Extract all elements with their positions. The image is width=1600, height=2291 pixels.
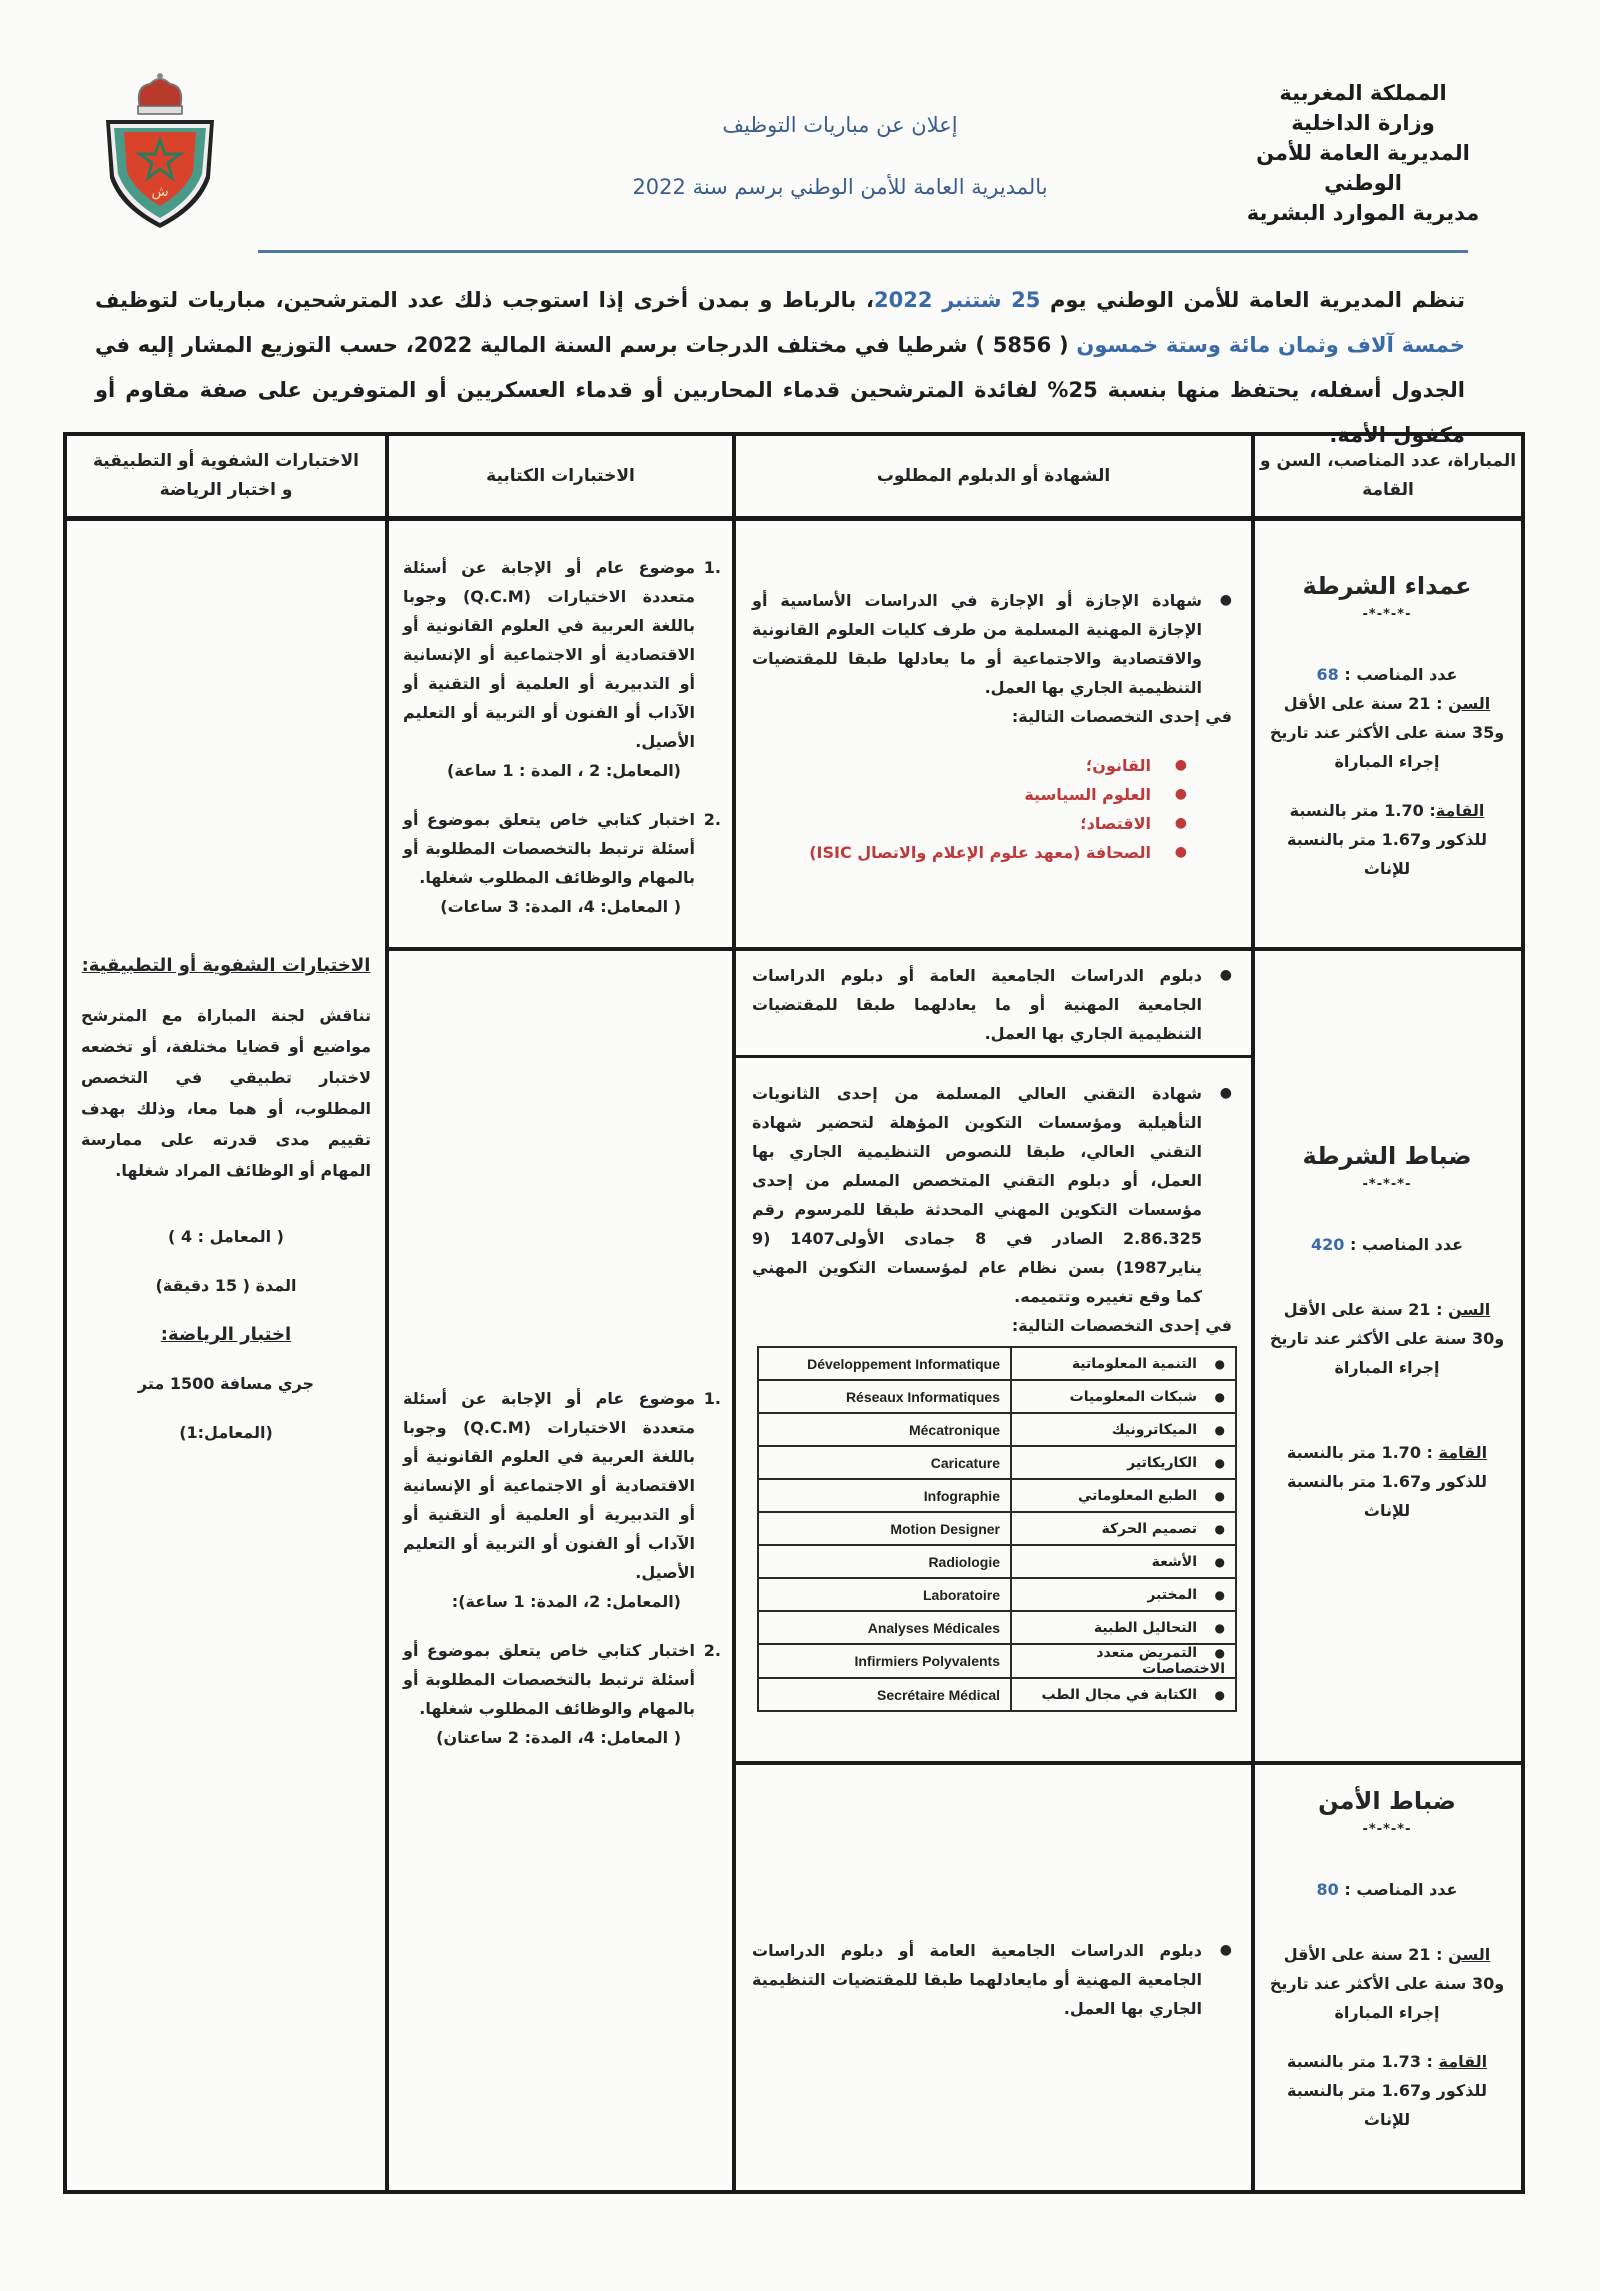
specialty-arabic [1011,1347,1236,1380]
specialty-arabic-label: الميكاترونيك [1111,1421,1197,1438]
bullet-icon: ● [1214,1389,1225,1404]
height-requirement: القامة : 1.73 متر بالنسبة للذكور و1.67 متر بالنسبة للإناث [1286,2052,1488,2129]
diploma-commissaires: ● شهادة الإجازة أو الإجازة في الدراسات الأساسية أو الإجازة المهنية المسلمة من طرف كليات العلوم القانونية والاقتصادية والاجتماعية أو ما يعادلها طبقا للمقتضيات التنظيمية الجاري بها العمل. في إحدى التخصصات التالية: ● القانون؛ ● العلوم السياسية ● الاقتصاد؛ ● الصحافة (معهد علوم الإعلام والاتصال ISIC) [752,586,1232,867]
row-divider [736,1761,1521,1765]
header-divider-line [67,516,1521,521]
exam-date: 25 شتنبر 2022 [873,288,1041,312]
header-oral-exams: الاختبارات الشفوية أو التطبيقية و اختبار الرياضة [92,451,359,500]
bullet-icon: ● [1214,1521,1225,1536]
diploma-officers-b: ● شهادة التقني العالي المسلمة من إحدى الثانويات التأهيلية ومؤسسات التكوين المؤهلة لتحضير شهادة التقني العالي، طبقا للنصوص التنظيمية الجاري بها العمل، أو دبلوم التقني المتخصص المسلم من إحدى مؤسسات التكوين المهني المحدثة طبقا للمرسوم رقم 2.86.325 الصادر في 8 جمادى الأولى1407 (9 يناير1987) بسن نظام عام لمؤسسات التكوين المهني كما وقع تغييره وتتميمه. في إحدى التخصصات التالية: [752,1079,1232,1340]
column-divider [1251,436,1255,2190]
bullet-icon: ● [1174,757,1187,773]
specialty-row [758,1611,1236,1644]
bullet-icon: ● [1174,815,1187,831]
specialty-row [758,1578,1236,1611]
total-posts-number: ( 5856 ) [975,333,1069,357]
intro-text: شرطيا في مختلف الدرجات برسم السنة المالية [472,333,976,357]
specialty-row [758,1678,1236,1711]
posts-count: عدد المناصب : 68 [1316,665,1458,684]
specialty-arabic [1011,1678,1236,1711]
diploma-security-officers: ● دبلوم الدراسات الجامعية العامة أو دبلوم الدراسات الجامعية المهنية أو مايعادلهما طبقا للمقتضيات التنظيمية الجاري بها العمل. [752,1936,1232,2023]
age-requirement: السن : 21 سنة على الأقل و30 سنة على الأكثر عند تاريخ إجراء المباراة [1269,1300,1505,1377]
bullet-icon: ● [1174,786,1187,802]
header-divider [258,250,1468,253]
competitions-table [63,432,1525,2194]
posts-count: عدد المناصب : 80 [1316,1880,1458,1899]
ministry-line: مديرية الموارد البشرية [1246,201,1480,225]
specialty-french: Radiologie [758,1545,1011,1578]
written-exam-item: .2 اختبار كتابي خاص يتعلق بموضوع أو أسئلة ترتبط بالتخصصات المطلوبة أو بالمهام والوظائف المطلوب شغلها. [403,1641,721,1718]
oral-exams [81,951,371,1447]
bullet-icon: ● [1214,1554,1225,1569]
specialty-arabic [1011,1578,1236,1611]
specialty-arabic-label: المختبر [1147,1586,1197,1603]
specialties-intro: في إحدى التخصصات التالية: [1011,1316,1232,1335]
intro-text: ، حسب التوزيع المشار إليه في الجدول أسفله، يحتفظ منها بنسبة 25% لفائدة المترشحين قدماء المحاربين أو قدماء العسكريين أو المتوفرين على صفة مقاوم أو مكفول الأمة. [95,333,1466,447]
specialty-row [758,1512,1236,1545]
competition-commissaires [1267,566,1507,883]
specialty-row [758,1347,1236,1380]
specialty-arabic-label: تصميم الحركة [1101,1520,1197,1537]
posts-value: 420 [1310,1235,1345,1254]
posts-value: 80 [1316,1880,1339,1899]
specialty-arabic [1011,1380,1236,1413]
bullet-icon: ● [1214,1620,1225,1635]
oral-exams-text: تناقش لجنة المباراة مع المترشح مواضيع أو قضايا مختلفة، أو تخضعه لاختبار تطبيقي في التخصص المطلوب، أو هما معا، وذلك بهدف تقييم مدى قدرته على ممارسة المهام أو الوظائف المراد شغلها. [81,1006,371,1180]
stars-separator: -*-*-*- [1362,1177,1412,1192]
competition-officers [1267,1136,1507,1525]
header-diploma: الشهادة أو الدبلوم المطلوب [876,465,1111,486]
written-exam-item: .1 موضوع عام أو الإجابة عن أسئلة متعددة الاختيارات (Q.C.M) وجوبا باللغة العربية في العلوم القانونية أو الاقتصادية أو الاجتماعية أو الإنسانية أو التدبيرية أو العلمية أو التقنية أو الآداب أو الفنون أو التربية أو التعليم الأصيل. [403,558,721,751]
specialty-row [758,1545,1236,1578]
specialty-arabic-label: التحاليل الطبية [1093,1619,1197,1636]
specialty-arabic [1011,1512,1236,1545]
specialty-arabic [1011,1479,1236,1512]
column-divider [732,436,736,2190]
specialty-arabic [1011,1413,1236,1446]
specialty-arabic-label: الكتابة في مجال الطب [1041,1686,1197,1703]
column-divider [385,436,389,2190]
specialty-item: ● الاقتصاد؛ [752,809,1187,838]
age-requirement: السن : 21 سنة على الأقل و35 سنة على الأكثر عند تاريخ إجراء المباراة [1269,694,1505,771]
bullet-icon: ● [1174,844,1187,860]
specialty-french: Infirmiers Polyvalents [758,1644,1011,1678]
written-exams-officers [403,1384,721,1752]
specialty-row [758,1380,1236,1413]
diploma-officers-a: ● دبلوم الدراسات الجامعية العامة أو دبلوم الدراسات الجامعية المهنية أو ما يعادلهما طبقا للمقتضيات التنظيمية الجاري بها العمل. [752,961,1232,1048]
height-requirement: القامة : 1.70 متر بالنسبة للذكور و1.67 متر بالنسبة للإناث [1286,1443,1488,1520]
written-exam-item: .2 اختبار كتابي خاص يتعلق بموضوع أو أسئلة ترتبط بالتخصصات المطلوبة أو بالمهام والوظائف المطلوب شغلها. [403,810,721,887]
specialty-arabic [1011,1611,1236,1644]
specialty-arabic-label: الأشعة [1151,1553,1197,1570]
exam-meta: (المعامل: 2 ، المدة : 1 ساعة) [447,761,681,780]
specialties-list [752,751,1232,867]
announcement-heading [520,105,1160,207]
specialty-arabic-label: الطبع المعلوماتي [1077,1487,1197,1504]
specialty-row [758,1479,1236,1512]
oral-exams-heading: الاختبارات الشفوية أو التطبيقية: [81,955,371,976]
bullet-icon: ● [1219,592,1232,608]
ministry-line: المملكة المغربية [1279,81,1447,105]
competition-security-officers [1267,1781,1507,2134]
specialties-intro: في إحدى التخصصات التالية: [1011,707,1232,726]
bullet-icon: ● [1214,1687,1225,1702]
bullet-icon: ● [1219,1085,1232,1101]
competition-title: ضباط الأمن [1318,1787,1456,1815]
bullet-icon: ● [1214,1587,1225,1602]
sport-coefficient: (المعامل:1) [179,1423,273,1442]
specialty-arabic-label: التمريض متعدد الاختصاصات [1096,1645,1225,1677]
fiscal-year: 2022 [413,333,473,357]
stars-separator: -*-*-*- [1362,1822,1412,1837]
specialty-row [758,1644,1236,1678]
specialty-arabic [1011,1446,1236,1479]
bullet-icon: ● [1214,1455,1225,1470]
ministry-letterhead [1218,78,1508,228]
bullet-icon: ● [1214,1356,1225,1371]
exam-meta: (المعامل: 2، المدة: 1 ساعة): [451,1592,681,1611]
ministry-line: وزارة الداخلية [1291,111,1435,135]
total-posts-words: خمسة آلاف وثمان مائة وستة خمسون [1076,333,1465,357]
specialty-item: ● الصحافة (معهد علوم الإعلام والاتصال ISIC) [752,838,1187,867]
specialty-french: Infographie [758,1479,1011,1512]
announcement-title: إعلان عن مباريات التوظيف [722,113,958,137]
header-written-exams: الاختبارات الكتابية [486,465,635,486]
specialty-item: ● القانون؛ [752,751,1187,780]
specialty-arabic [1011,1545,1236,1578]
svg-text:ش: ش [151,184,169,200]
specialty-french: Secrétaire Médical [758,1678,1011,1711]
specialty-row [758,1413,1236,1446]
posts-value: 68 [1316,665,1339,684]
row-divider [736,1055,1251,1058]
written-exams-commissaires [403,553,721,921]
age-requirement: السن : 21 سنة على الأقل و30 سنة على الأكثر عند تاريخ إجراء المباراة [1269,1945,1505,2022]
sport-text: جري مسافة 1500 متر [137,1374,315,1393]
specialty-french: Analyses Médicales [758,1611,1011,1644]
specialties-table [757,1346,1237,1712]
bullet-icon: ● [1219,967,1232,983]
specialty-arabic-label: الكاريكاتير [1127,1454,1197,1471]
bullet-icon: ● [1214,1488,1225,1503]
oral-coefficient: ( المعامل : 4 ) [168,1227,284,1246]
height-requirement: القامة: 1.70 متر بالنسبة للذكور و1.67 متر بالنسبة للإناث [1287,801,1487,878]
specialty-arabic-label: شبكات المعلوميات [1069,1388,1197,1405]
specialty-french: Caricature [758,1446,1011,1479]
announcement-subtitle: بالمديرية العامة للأمن الوطني برسم سنة 2022 [632,175,1048,199]
specialty-arabic-label: التنمية المعلوماتية [1071,1355,1197,1372]
specialty-french: Laboratoire [758,1578,1011,1611]
row-divider [389,947,732,951]
intro-text: ، بالرباط و بمدن أخرى إذا استوجب ذلك عدد المترشحين، مباريات لتوظيف [95,288,874,312]
specialty-row [758,1446,1236,1479]
bullet-icon: ● [1219,1942,1232,1958]
specialty-french: Développement Informatique [758,1347,1011,1380]
specialty-french: Motion Designer [758,1512,1011,1545]
specialty-item: ● العلوم السياسية [752,780,1187,809]
row-divider [736,947,1521,951]
bullet-icon: ● [1214,1422,1225,1437]
specialty-french: Réseaux Informatiques [758,1380,1011,1413]
oral-duration: المدة ( 15 دقيقة) [155,1276,297,1295]
ministry-line: المديرية العامة للأمن الوطني [1256,141,1470,195]
exam-meta: ( المعامل: 4، المدة: 2 ساعتان) [436,1728,681,1747]
competition-title: ضباط الشرطة [1302,1142,1472,1170]
intro-text: تنظم المديرية العامة للأمن الوطني يوم [1040,288,1465,312]
competition-title: عمداء الشرطة [1302,572,1472,600]
specialty-arabic [1011,1644,1236,1678]
intro-paragraph [95,278,1465,458]
written-exam-item: .1 موضوع عام أو الإجابة عن أسئلة متعددة الاختيارات (Q.C.M) وجوبا باللغة العربية في العلوم القانونية أو الاقتصادية أو الاجتماعية أو الإنسانية أو التدبيرية أو العلمية أو التقنية أو الآداب أو الفنون أو التربية أو التعليم الأصيل. [403,1389,721,1582]
exam-meta: ( المعامل: 4، المدة: 3 ساعات) [440,897,681,916]
specialty-french: Mécatronique [758,1413,1011,1446]
stars-separator: -*-*-*- [1362,607,1412,622]
sport-heading: اختبار الرياضة: [160,1324,292,1345]
posts-count: عدد المناصب : 420 [1310,1235,1464,1254]
bullet-icon: ● [1214,1646,1225,1660]
header-competition: المباراة، عدد المناصب، السن و القامة [1259,451,1517,500]
dgsn-emblem-icon [100,68,220,233]
